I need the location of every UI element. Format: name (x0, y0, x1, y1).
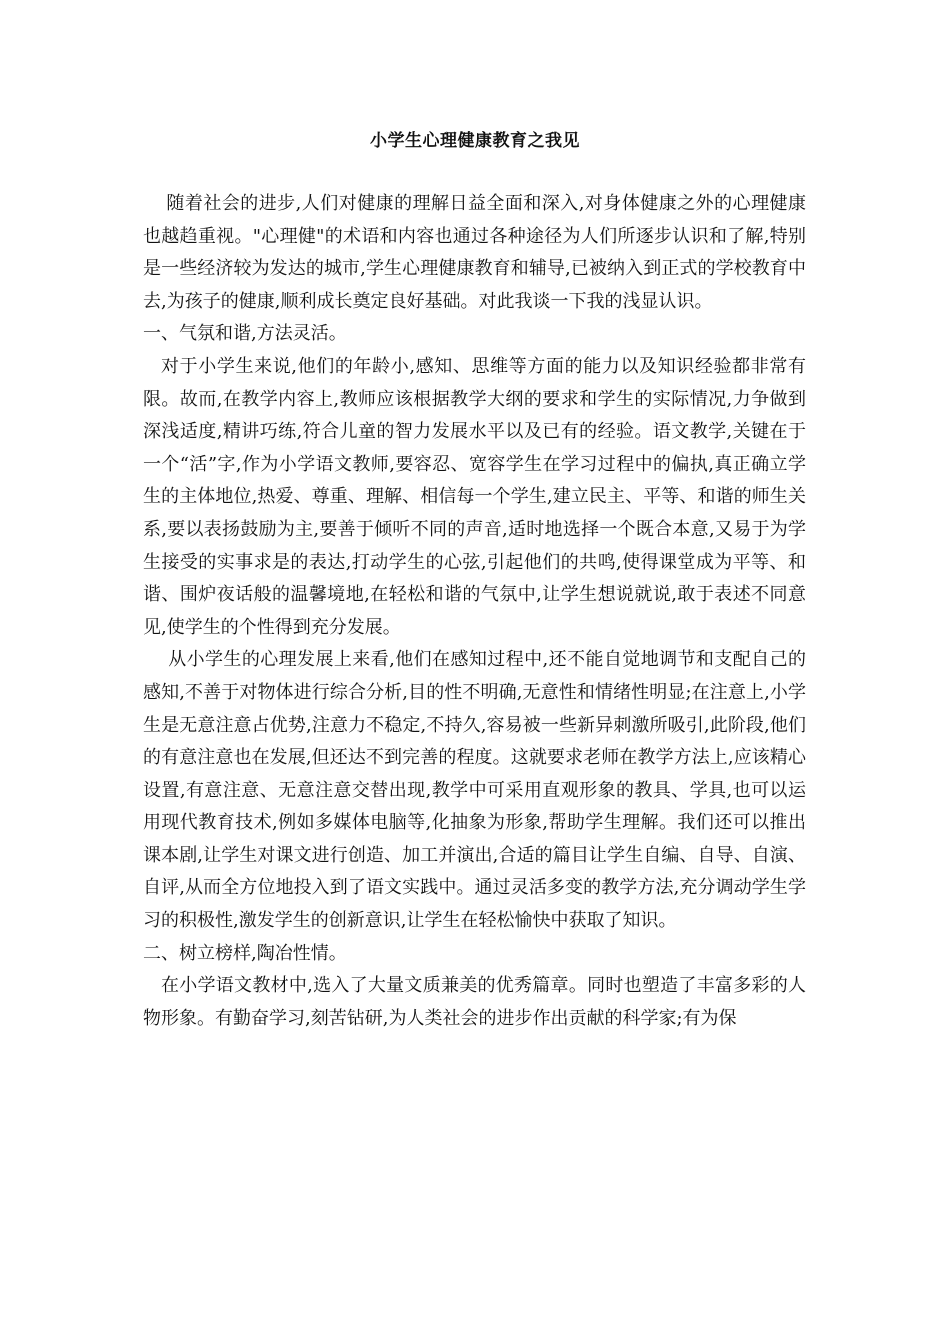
section-heading-2: 二、树立榜样,陶冶性情。 (143, 942, 347, 964)
document-body (143, 188, 806, 1035)
paragraph-intro: 随着社会的进步,人们对健康的理解日益全面和深入,对身体健康之外的心理健康也越趋重视。"心理健"的术语和内容也通过各种途径为人们所逐步认识和了解,特别是一些经济较为发达的城市,学生心理健康教育和辅导,已被纳入到正式的学校教育中去,为孩子的健康,顺利成长奠定良好基础。对此我谈一下我的浅显认识。 (143, 193, 806, 312)
section-heading-1: 一、气氛和谐,方法灵活。 (143, 323, 347, 345)
paragraph-section-1b: 从小学生的心理发展上来看,他们在感知过程中,还不能自觉地调节和支配自己的感知,不善于对物体进行综合分析,目的性不明确,无意性和情绪性明显;在注意上,小学生是无意注意占优势,注意力不稳定,不持久,容易被一些新异刺激所吸引,此阶段,他们的有意注意也在发展,但还达不到完善的程度。这就要求老师在教学方法上,应该精心设置,有意注意、无意注意交替出现,教学中可采用直观形象的教具、学具,也可以运用现代教育技术,例如多媒体电脑等,化抽象为形象,帮助学生理解。我们还可以推出课本剧,让学生对课文进行创造、加工并演出,合适的篇目让学生自编、自导、自演、自评,从而全方位地投入到了语文实践中。通过灵活多变的教学方法,充分调动学生学习的积极性,激发学生的创新意识,让学生在轻松愉快中获取了知识。 (143, 649, 806, 932)
document-title: 小学生心理健康教育之我见 (370, 131, 580, 151)
paragraph-section-1a: 对于小学生来说,他们的年龄小,感知、思维等方面的能力以及知识经验都非常有限。故而,在教学内容上,教师应该根据教学大纲的要求和学生的实际情况,力争做到深浅适度,精讲巧练,符合儿童的智力发展水平以及已有的经验。语文教学,关键在于一个“活”字,作为小学语文教师,要容忍、宽容学生在学习过程中的偏执,真正确立学生的主体地位,热爱、尊重、理解、相信每一个学生,建立民主、平等、和谐的师生关系,要以表扬鼓励为主,要善于倾听不同的声音,适时地选择一个既合本意,又易于为学生接受的实事求是的表达,打动学生的心弦,引起他们的共鸣,使得课堂成为平等、和谐、围炉夜话般的温馨境地,在轻松和谐的气氛中,让学生想说就说,敢于表述不同意见,使学生的个性得到充分发展。 (143, 355, 806, 638)
paragraph-section-2a: 在小学语文教材中,选入了大量文质兼美的优秀篇章。同时也塑造了丰富多彩的人物形象。有勤奋学习,刻苦钻研,为人类社会的进步作出贡献的科学家;有为保 (143, 975, 806, 1029)
